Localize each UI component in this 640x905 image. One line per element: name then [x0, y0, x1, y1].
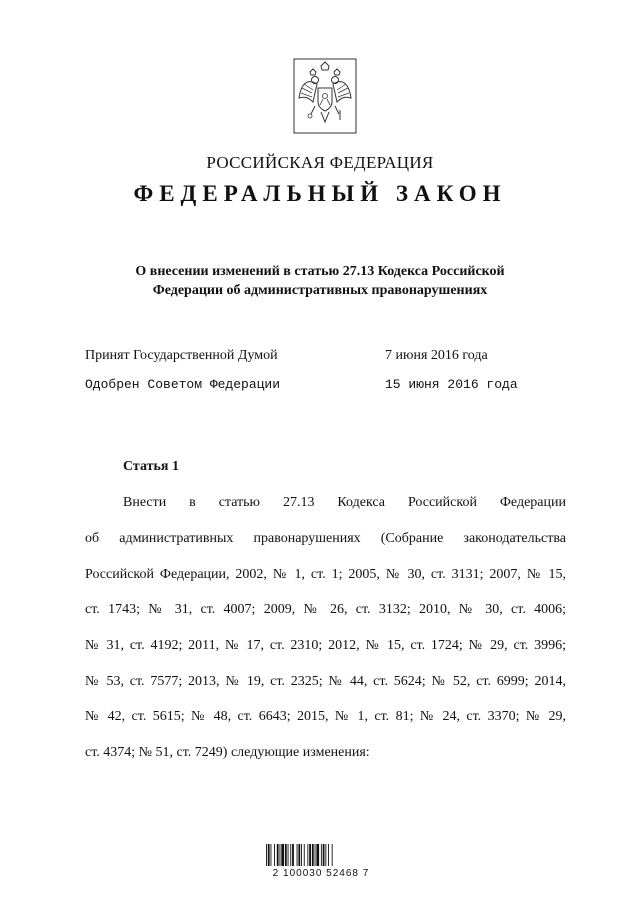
article-line: № 31, ст. 4192; 2011, № 17, ст. 2310; 2012, № 15, ст. 1724; № 29, ст. 3996; [85, 638, 566, 653]
approved-council-date: 15 июня 2016 года [385, 377, 518, 392]
barcode-icon [258, 838, 384, 894]
barcode-number: 2 100030 52468 7 [272, 868, 370, 879]
article-line: № 53, ст. 7577; 2013, № 19, ст. 2325; № 44, ст. 5624; № 52, ст. 6999; 2014, [85, 674, 566, 689]
law-subject-line: О внесении изменений в статью 27.13 Кодекса Российской [135, 264, 505, 279]
country-name: РОССИЙСКАЯ ФЕДЕРАЦИЯ [206, 153, 434, 172]
article-line: Российской Федерации, 2002, № 1, ст. 1; 2005, № 30, ст. 3131; 2007, № 15, [85, 567, 566, 582]
coat-of-arms-icon [293, 58, 357, 134]
adopted-duma-label: Принят Государственной Думой [85, 348, 278, 363]
article-title: Статья 1 [123, 459, 179, 474]
article-line: об административных правонарушениях (Собрание законодательства [85, 531, 566, 546]
article-line: Внести в статью 27.13 Кодекса Российской Федерации [123, 495, 566, 510]
law-type-title: ФЕДЕРАЛЬНЫЙ ЗАКОН [133, 181, 507, 206]
law-subject [60, 262, 580, 300]
law-subject-line: Федерации об административных правонарушениях [152, 283, 488, 298]
article-line: № 42, ст. 5615; № 48, ст. 6643; 2015, № 1, ст. 81; № 24, ст. 3370; № 29, [85, 709, 566, 724]
adopted-duma-date: 7 июня 2016 года [385, 348, 488, 363]
approved-council-label: Одобрен Советом Федерации [85, 377, 281, 392]
article-line: ст. 4374; № 51, ст. 7249) следующие изменения: [85, 745, 370, 760]
article-line: ст. 1743; № 31, ст. 4007; 2009, № 26, ст. 3132; 2010, № 30, ст. 4006; [85, 602, 566, 617]
